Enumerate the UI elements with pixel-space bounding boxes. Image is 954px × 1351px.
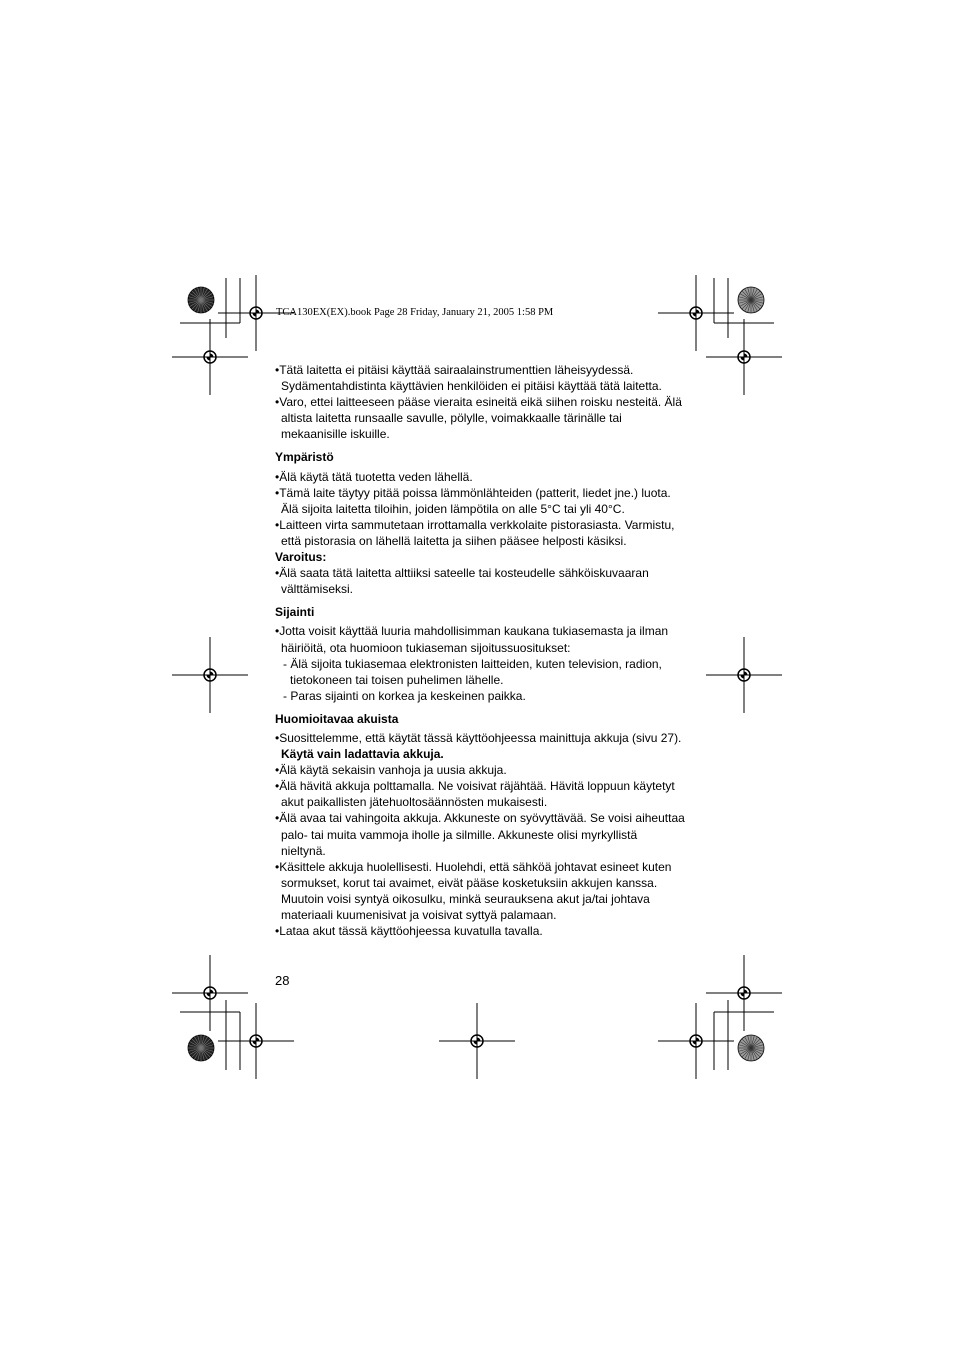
- registration-mark-icon: [706, 637, 782, 713]
- registration-mark-icon: [172, 955, 248, 1031]
- list-item: •Tätä laitetta ei pitäisi käyttää sairaalainstrumenttien läheisyydessä. Sydämentahdistinta käyttävien henkilöiden ei pitäisi käyttää tätä laitetta.: [275, 363, 662, 394]
- color-calibration-circle-icon: [738, 1035, 764, 1061]
- registration-mark-icon: [439, 1003, 515, 1079]
- registration-mark-icon: [172, 319, 248, 395]
- section-heading: Sijainti: [275, 605, 315, 620]
- list-item: •Älä käytä tätä tuotetta veden lähellä.: [275, 469, 473, 484]
- registration-mark-icon: [172, 637, 248, 713]
- registration-mark-icon: [706, 955, 782, 1031]
- color-calibration-circle-icon: [738, 287, 764, 313]
- list-item: •Älä saata tätä laitetta alttiiksi sateelle tai kosteudelle sähköiskuvaaran välttämiseksi.: [275, 566, 649, 597]
- list-item: •Lataa akut tässä käyttöohjeessa kuvatulla tavalla.: [275, 924, 543, 939]
- color-calibration-circle-icon: [188, 287, 214, 313]
- intro-section: [275, 362, 685, 442]
- location-section: [275, 604, 685, 704]
- environment-section: [275, 449, 685, 597]
- registration-mark-icon: [706, 319, 782, 395]
- section-heading: Huomioitavaa akuista: [275, 711, 399, 726]
- print-header: TCA130EX(EX).book Page 28 Friday, January 21, 2005 1:58 PM: [276, 307, 554, 318]
- list-item: •Älä käytä sekaisin vanhoja ja uusia akkuja.: [275, 763, 507, 778]
- list-item: •Varo, ettei laitteeseen pääse vieraita esineitä eikä siihen roisku nesteitä. Älä altista laitetta runsaalle savulle, pölylle, voimakkaalle tärinälle tai mekaanisille iskuille.: [275, 395, 682, 442]
- list-item: •Jotta voisit käyttää luuria mahdollisimman kaukana tukiasemasta ja ilman häiriöitä, ota huomioon tukiaseman sijoitussuositukset:: [275, 624, 669, 655]
- emphasis-text: Käytä vain ladattavia akkuja.: [281, 747, 444, 762]
- list-item: [275, 730, 685, 762]
- warning-heading: Varoitus:: [275, 550, 327, 565]
- sub-list-item: - Älä sijoita tukiasemaa elektronisten laitteiden, kuten television, radion, tietokoneen tai toisen puhelimen lähelle.: [283, 656, 662, 687]
- list-item: •Älä avaa tai vahingoita akkuja. Akkuneste on syövyttävää. Se voisi aiheuttaa palo- tai muita vammoja iholle ja silmille. Akkuneste olisi myrkyllistä nieltynä.: [275, 811, 685, 858]
- page-number: 28: [275, 973, 290, 988]
- list-item: •Tämä laite täytyy pitää poissa lämmönlähteiden (patterit, liedet jne.) luota. Älä sijoita laitetta tiloihin, joiden lämpötila on alle 5°C tai yli 40°C.: [275, 485, 671, 516]
- registration-mark-icon: [218, 1003, 294, 1079]
- list-item: •Laitteen virta sammutetaan irrottamalla verkkolaite pistorasiasta. Varmistu, että pistorasia on lähellä laitetta ja siihen pääsee helposti käsiksi.: [275, 517, 675, 548]
- sub-list-item: - Paras sijainti on korkea ja keskeinen paikka.: [283, 688, 526, 703]
- color-calibration-circle-icon: [188, 1035, 214, 1061]
- list-item-text: •Suosittelemme, että käytät tässä käyttöohjeessa mainittuja akkuja (sivu 27).: [275, 730, 682, 745]
- list-item: •Älä hävitä akkuja polttamalla. Ne voisivat räjähtää. Hävitä loppuun käytetyt akut paikallisten jätehuoltosäännösten mukaisesti.: [275, 779, 675, 810]
- section-heading: Ympäristö: [275, 450, 334, 465]
- page-content: [275, 362, 685, 939]
- registration-mark-icon: [658, 275, 734, 351]
- list-item: •Käsittele akkuja huolellisesti. Huolehdi, että sähköä johtavat esineet kuten sormukset, korut tai avaimet, eivät pääse kosketuksiin akkujen kanssa. Muutoin voisi syntyä oikosulku, minkä seurauksena akut ja/tai johtava materiaali kuumenisivat ja voisivat syttyä palamaan.: [275, 859, 672, 922]
- registration-mark-icon: [658, 1003, 734, 1079]
- battery-notes-section: [275, 711, 685, 939]
